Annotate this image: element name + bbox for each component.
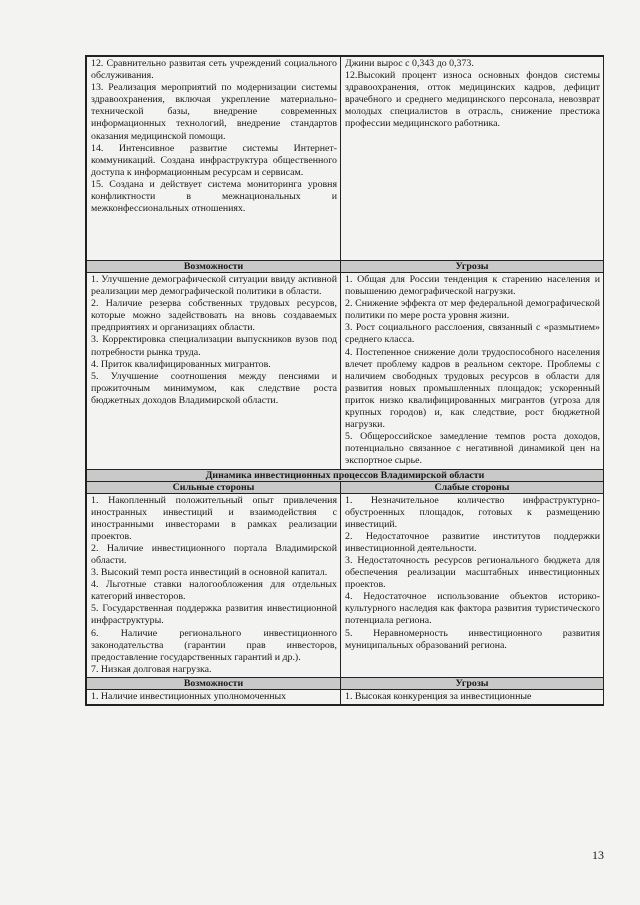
header-row bbox=[87, 481, 604, 493]
page-number: 13 bbox=[592, 848, 604, 862]
opportunities-header-2: Возможности bbox=[87, 677, 341, 689]
final-row bbox=[87, 689, 604, 704]
list-item: 1. Улучшение демографической ситуации ввиду активной реализации мер демографической политики в области. bbox=[91, 274, 337, 298]
list-item: Джини вырос с 0,343 до 0,373. bbox=[345, 58, 474, 69]
top-continuation-row bbox=[87, 57, 604, 261]
threats-header-2: Угрозы bbox=[341, 677, 604, 689]
final-right-cell: 1. Высокая конкуренция за инвестиционные bbox=[341, 689, 604, 704]
opportunities-header: Возможности bbox=[87, 261, 341, 273]
list-item: 13. Реализация мероприятий по модернизации системы здравоохранения, включая укрепление материально-технической базы, внедрение современных информационных технологий, внедрение стандартов оказания медицинской помощи. bbox=[91, 82, 337, 142]
section-title-row bbox=[87, 469, 604, 481]
list-item: 2. Недостаточное развитие институтов поддержки инвестиционной деятельности. bbox=[345, 530, 600, 554]
list-item: 3. Недостаточность ресурсов регионального бюджета для обеспечения реализации масштабных инвестиционных проектов. bbox=[345, 554, 600, 591]
list-item: 1. Незначительное количество инфраструктурно-обустроенных площадок, готовых к размещению инвестиций. bbox=[345, 494, 600, 530]
header-row bbox=[87, 677, 604, 689]
list-item: 5. Улучшение соотношения между пенсиями и прожиточным минимумом, как следствие роста бюджетных доходов Владимирской области. bbox=[91, 370, 337, 406]
top-left-cell bbox=[87, 57, 341, 261]
list-item: 14. Интенсивное развитие системы Интернет-коммуникаций. Создана инфраструктура общественного доступа к информационным ресурсам и сервисам. bbox=[91, 142, 337, 178]
list-item: 4. Льготные ставки налогообложения для отдельных категорий инвесторов. bbox=[91, 579, 337, 603]
threats-cell bbox=[341, 273, 604, 470]
list-item: 1. Накопленный положительный опыт привлечения иностранных инвестиций и взаимодействия с иностранными инвесторами в рамках реализации проектов. bbox=[91, 494, 337, 542]
threats-header: Угрозы bbox=[341, 261, 604, 273]
list-item: 12. Сравнительно развитая сеть учреждений социального обслуживания. bbox=[91, 58, 337, 82]
opportunities-cell bbox=[87, 273, 341, 470]
list-item: 3. Высокий темп роста инвестиций в основной капитал. bbox=[91, 567, 328, 579]
swot-table bbox=[85, 55, 604, 706]
header-row bbox=[87, 261, 604, 273]
strengths-header: Сильные стороны bbox=[87, 481, 341, 493]
top-right-cell bbox=[341, 57, 604, 261]
list-item: 4. Постепенное снижение доли трудоспособного населения влечет проблему кадров в реальном секторе. Проблемы с наличием свободных трудовых ресурсов в области для развития новых промышленных площадок; ускоренный приток низко квалифицированных мигрантов (угроза для крупных городов) и, как следствие, рост бюджетной нагрузки. bbox=[345, 346, 600, 431]
list-item: 4. Приток квалифицированных мигрантов. bbox=[91, 358, 271, 370]
strengths-weaknesses-row bbox=[87, 493, 604, 677]
list-item: 2. Наличие резерва собственных трудовых ресурсов, которые можно задействовать на вновь создаваемых предприятиях и организациях области. bbox=[91, 298, 337, 334]
opportunities-threats-row bbox=[87, 273, 604, 470]
weaknesses-header: Слабые стороны bbox=[341, 481, 604, 493]
list-item: 5. Неравномерность инвестиционного развития муниципальных образований региона. bbox=[345, 627, 600, 651]
strengths-cell bbox=[87, 493, 341, 677]
list-item: 1. Общая для России тенденция к старению населения и повышению демографической нагрузки. bbox=[345, 274, 600, 298]
list-item: 3. Рост социального расслоения, связанный с «размытием» среднего класса. bbox=[345, 322, 600, 346]
list-item: 15. Создана и действует система мониторинга уровня конфликтности в межнациональных и межконфессиональных отношениях. bbox=[91, 178, 337, 215]
list-item: 3. Корректировка специализации выпускников вузов под потребности рынка труда. bbox=[91, 334, 337, 358]
final-left-cell: 1. Наличие инвестиционных уполномоченных bbox=[87, 689, 341, 704]
list-item: 6. Наличие регионального инвестиционного законодательства (гарантии прав инвесторов, предоставление государственных гарантий и др.). bbox=[91, 627, 337, 663]
list-item: 4. Недостаточное использование объектов историко-культурного наследия как фактора развития туристического потенциала региона. bbox=[345, 591, 600, 627]
list-item: 12.Высокий процент износа основных фондов системы здравоохранения, отток медицинских кадров, дефицит врачебного и среднего медицинского персонала, невозврат молодых специалистов в отрасль, снижение престижа профессии медицинского работника. bbox=[345, 70, 600, 130]
list-item: 2. Снижение эффекта от мер федеральной демографической политики по мере роста уровня жизни. bbox=[345, 298, 600, 322]
section-title: Динамика инвестиционных процессов Владимирской области bbox=[87, 469, 604, 481]
list-item: 5. Государственная поддержка развития инвестиционной инфраструктуры. bbox=[91, 603, 337, 627]
weaknesses-cell bbox=[341, 493, 604, 677]
list-item: 5. Общероссийское замедление темпов роста доходов, потенциально связанное с негативной динамикой цен на экспортное сырье. bbox=[345, 431, 600, 467]
list-item: 2. Наличие инвестиционного портала Владимирской области. bbox=[91, 542, 337, 566]
list-item: 7. Низкая долговая нагрузка. bbox=[91, 663, 212, 675]
